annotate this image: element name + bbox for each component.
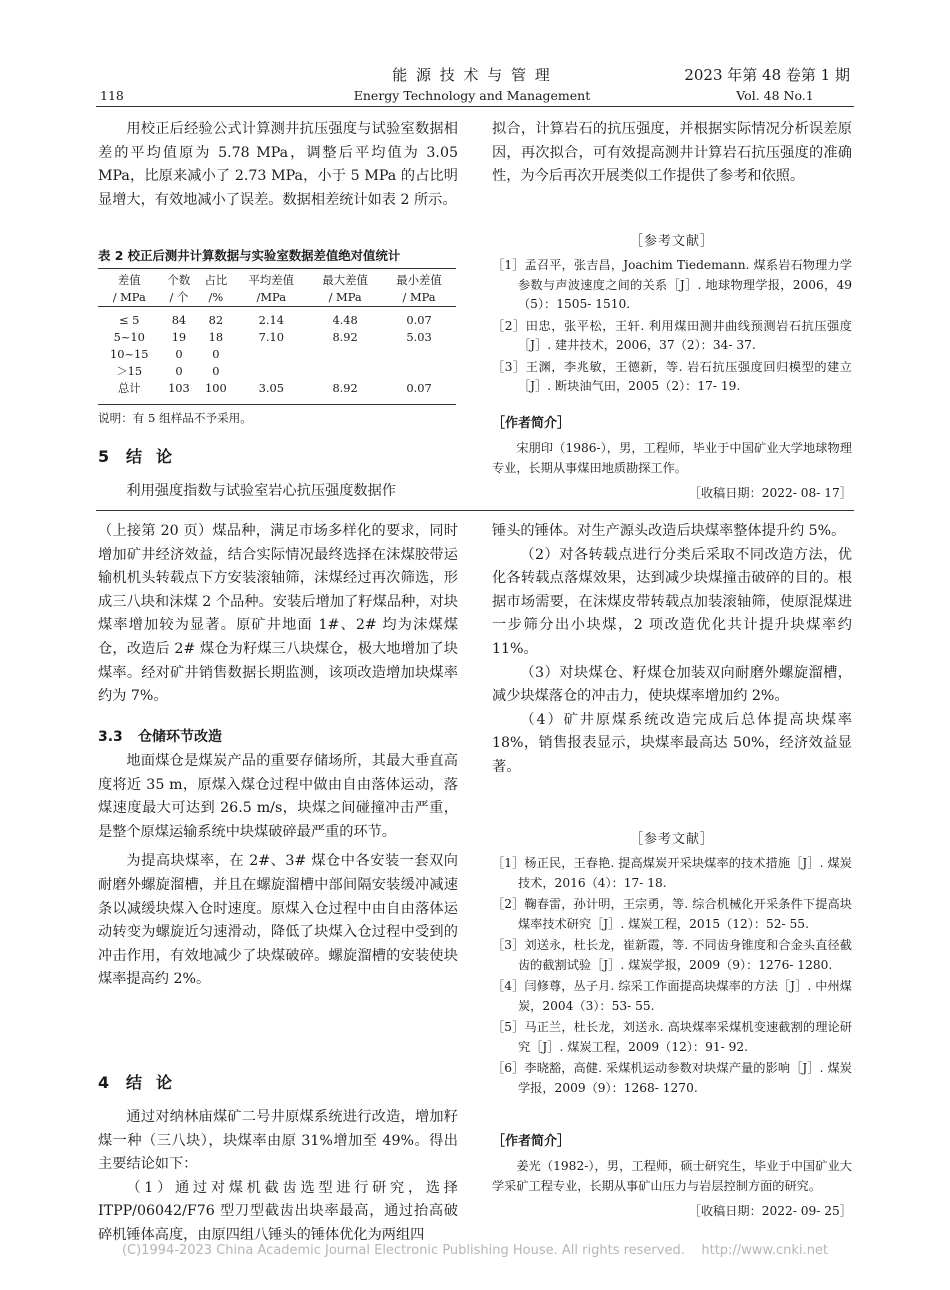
table-header-row: [98, 272, 456, 307]
author-bio-top: 宋朋印（1986-），男，工程师，毕业于中国矿业大学地球物理专业，长期从事煤田地质勘探工作。: [492, 441, 852, 475]
reference-item: ［1］孟召平，张吉昌，Joachim Tiedemann. 煤系岩石物理力学参数与声波速度之间的关系［J］. 地球物理学报，2006，49（5）：1505- 1510.: [492, 258, 852, 311]
received-date-top: ［收稿日期：2022- 08- 17］: [688, 486, 852, 500]
section5-heading: 5 结论: [98, 447, 187, 466]
reference-item: ［2］鞠春雷，孙计明，王宗勇，等. 综合机械化开采条件下提高块煤率技术研究［J］. 煤炭工程，2015（12）：52- 55.: [492, 897, 852, 931]
conclusion-item-1: （1）通过对煤机截齿选型进行研究，选择 ITPP/06042/F76 型刀型截齿出块率最高，通过抬高破碎机锤体高度，由原四组八锤头的锤体优化为两组四: [98, 1179, 458, 1243]
reference-item: ［4］闫修尊，丛子月. 综采工作面提高块煤率的方法［J］. 中州煤炭，2004（3）：53- 55.: [492, 979, 852, 1013]
reference-item: ［3］刘送永，杜长龙，崔新霞，等. 不同齿身锥度和合金头直径截齿的截割试验［J］. 煤炭学报，2009（9）：1276- 1280.: [492, 938, 852, 972]
storage-paragraph-2: 为提高块煤率，在 2#、3# 煤仓中各安装一套双向耐磨外螺旋溜槽，并且在螺旋溜槽中部间隔安装缓冲减速条以减缓块煤入仓时速度。原煤入仓过程中由自由落体运动转变为螺旋近匀速滑动，降低了块煤入仓过程中受到的冲击作用，有效地减少了块煤破碎。螺旋溜槽的安装使块煤率提高约 2%。: [98, 853, 458, 988]
conclusion-item-4: （4）矿井原煤系统改造完成后总体提高块煤率 18%，销售报表显示，块煤率最高达 50%，经济效益显著。: [492, 711, 852, 775]
th-diff: 差值 / MPa: [112, 273, 146, 304]
storage-paragraph-1: 地面煤仓是煤炭产品的重要存储场所，其最大垂直高度将近 35 m，原煤入煤仓过程中做由自由落体运动，落煤速度最大可达到 26.5 m/s，块煤之间碰撞冲击严重，是整个原煤运输系统中块煤破碎最严重的环节。: [98, 753, 458, 840]
received-date-bottom: ［收稿日期：2022- 09- 25］: [688, 1204, 852, 1218]
header-rule: [96, 106, 854, 107]
conclusion-paragraph: 通过对纳林庙煤矿二号井原煤系统进行改造，增加籽煤一种（三八块），块煤率由原 31%增加至 49%。得出主要结论如下：: [98, 1109, 458, 1173]
top-right-column: [492, 118, 852, 189]
reference-item: ［2］田忠，张平松，王轩. 利用煤田测井曲线预测岩石抗压强度［J］. 建井技术，2006，37（2）：34- 37.: [492, 318, 852, 352]
th-min: 最小差值 / MPa: [396, 273, 442, 304]
issue-en: Vol. 48 No.1: [736, 88, 814, 103]
refs-list-bottom: [492, 854, 852, 1100]
journal-title-cn: 能 源 技 术 与 管 理: [392, 66, 552, 84]
table-top-rule: [98, 268, 456, 269]
page-number: 118: [100, 88, 124, 103]
th-ratio: 占比 /%: [204, 273, 228, 304]
issue-cn: 2023 年第 48 卷第 1 期: [684, 66, 850, 84]
author-title-top: ［作者简介］: [492, 416, 571, 431]
table-row: 总计 103 100 3.05 8.92 0.07: [117, 381, 432, 395]
table-row: ＞15 0 0: [116, 364, 220, 378]
table-row: ≤ 5 84 82 2.14 4.48 0.07: [119, 313, 432, 327]
table-bottom-rule: [98, 404, 456, 405]
table-row: 10~15 0 0: [109, 347, 220, 361]
reference-item: ［5］马正兰，杜长龙，刘送永. 高块煤率采煤机变速截割的理论研究［J］. 煤炭工程，2009（12）：91- 92.: [492, 1020, 852, 1054]
table-row: 5~10 19 18 7.10 8.92 5.03: [113, 330, 432, 344]
summary-paragraph: 用校正后经验公式计算测井抗压强度与试验室数据相差的平均值原为 5.78 MPa，调整后平均值为 3.05 MPa，比原来减小了 2.73 MPa，小于 5 MPa 的占比明显增大，有效地减小了误差。数据相差统计如表 2 所示。: [98, 121, 458, 208]
continued-paragraph: （上接第 20 页）煤品种，满足市场多样化的要求，同时增加矿井经济效益，结合实际情况最终选择在沫煤胶带运输机机头转载点下方安装滚轴筛，沫煤经过再次筛选，形成三八块和沫煤 2 个品种。安装后增加了籽煤品种，对块煤率增加较为显著。原矿井地面 1#、2# 均为沫煤煤仓，改造后 2# 煤仓为籽煤三八块煤仓，极大地增加了块煤率。经对矿井销售数据长期监测，该项改造增加块煤率约为 7%。: [98, 523, 458, 705]
section5-paragraph: 利用强度指数与试验室岩心抗压强度数据作: [126, 483, 396, 499]
author-title-bottom: ［作者简介］: [492, 1134, 571, 1149]
bottom-left-column: [98, 520, 458, 709]
th-count: 个数 / 个: [167, 273, 191, 304]
refs-title-top: ［参考文献］: [629, 234, 714, 249]
table-note: 说明：有 5 组样品不予采用。: [98, 411, 252, 425]
bottom-right-column: [492, 520, 852, 780]
journal-title-en: Energy Technology and Management: [353, 88, 591, 103]
conclusion-item-3: （3）对块煤仓、籽煤仓加装双向耐磨外螺旋溜槽，减少块煤落仓的冲击力，使块煤率增加约 2%。: [492, 664, 852, 705]
top-left-column: [98, 118, 458, 212]
refs-title-bottom: ［参考文献］: [629, 832, 714, 847]
th-max: 最大差值 / MPa: [322, 273, 368, 304]
table2: [98, 272, 456, 397]
conclusion-item-2: （2）对各转载点进行分类后采取不同改造方法，优化各转载点落煤效果，达到减少块煤撞击破碎的目的。根据市场需要，在沫煤皮带转载点加装滚轴筛，使原混煤进一步筛分出小块煤，2 项改造优化共计提升块煤率约 11%。: [492, 546, 852, 657]
conclusion-item-1-cont: 锤头的锤体。对生产源头改造后块煤率整体提升约 5%。: [492, 523, 846, 539]
reference-item: ［3］王渊，李兆敏，王德新，等. 岩石抗压强度回归模型的建立［J］. 断块油气田，2005（2）：17- 19.: [492, 359, 852, 393]
reference-item: ［1］杨正民，王春艳. 提高煤炭开采块煤率的技术措施［J］. 煤炭技术，2016（4）：17- 18.: [492, 856, 852, 890]
article-divider: [96, 510, 854, 511]
refs-list-top: [492, 256, 852, 399]
copyright-footer: (C)1994-2023 China Academic Journal Electronic Publishing House. All rights reserved. http://www.cnki.net: [121, 1243, 829, 1258]
reference-item: ［6］李晓豁，高健. 采煤机运动参数对块煤产量的影响［J］. 煤炭学报，2009（9）：1268- 1270.: [492, 1061, 852, 1095]
conclusion-continued: 拟合，计算岩石的抗压强度，并根据实际情况分析误差原因，再次拟合，可有效提高测井计算岩石抗压强度的准确性，为今后再次开展类似工作提供了参考和依照。: [492, 121, 852, 185]
table2-caption: 表 2 校正后测井计算数据与实验室数据差值绝对值统计: [98, 248, 401, 263]
author-bio-bottom: 姜光（1982-），男，工程师，硕士研究生，毕业于中国矿业大学采矿工程专业，长期从事矿山压力与岩层控制方面的研究。: [492, 1159, 852, 1193]
subsection-3-3: 3.3 仓储环节改造: [98, 729, 222, 745]
section4-heading: 4 结论: [98, 1073, 187, 1092]
th-avg: 平均差值 /MPa: [248, 273, 295, 304]
